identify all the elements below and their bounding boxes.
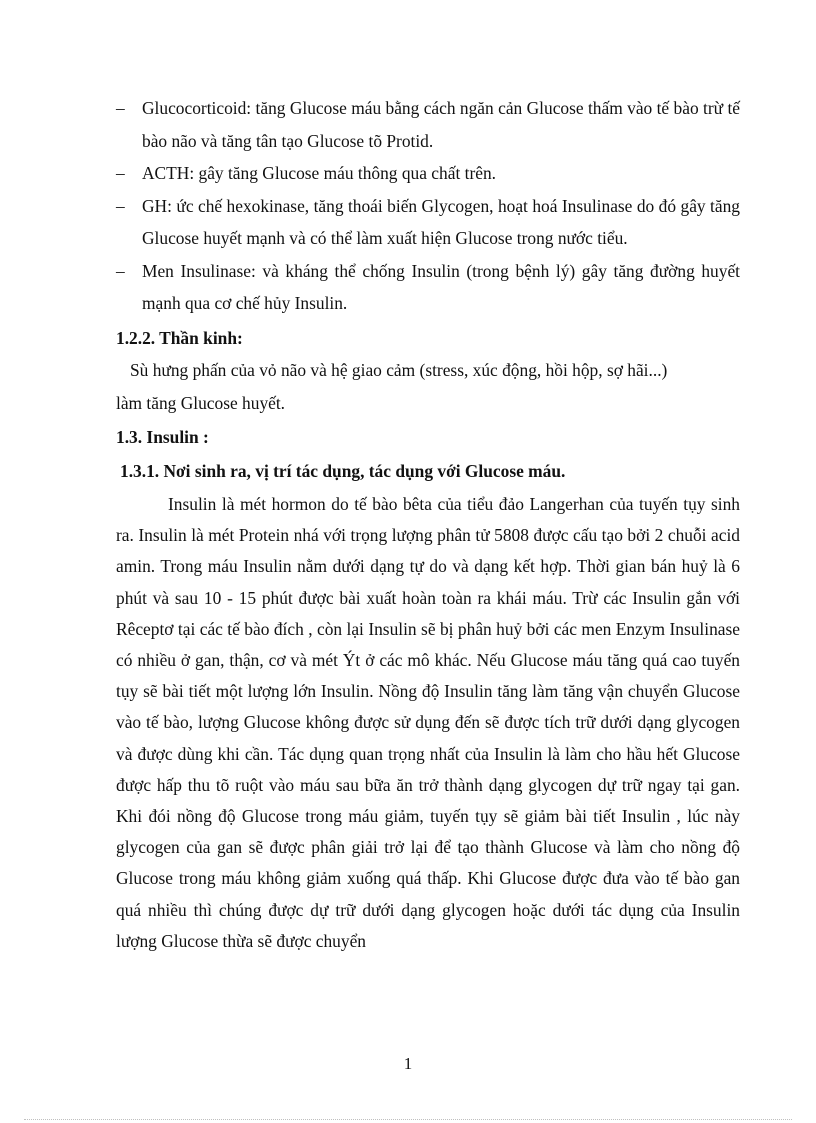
nervous-line-2: làm tăng Glucose huyết.	[116, 392, 286, 413]
section-heading-1-2-2: 1.2.2. Thần kinh:	[116, 327, 243, 348]
bullet-text: Men Insulinase: và kháng thể chống Insulin (trong bệnh lý) gây tăng đường huyết mạnh qua cơ chế hủy Insulin.	[142, 260, 740, 313]
bullet-dash: –	[116, 98, 125, 118]
bullet-acth	[116, 157, 740, 190]
bullet-insulinase	[116, 255, 740, 320]
page-number: 1	[403, 1054, 413, 1073]
nervous-line-1: Sù hưng phấn của vỏ não và hệ giao cảm (stress, xúc động, hồi hộp, sợ hãi...)	[130, 360, 668, 380]
bullet-glucocorticoid	[116, 92, 740, 157]
bullet-dash: –	[116, 163, 125, 183]
page-body	[116, 0, 740, 957]
bullet-gh	[116, 190, 740, 255]
section-heading-1-3: 1.3. Insulin :	[116, 427, 209, 447]
bullet-text: Glucocorticoid: tăng Glucose máu bằng cách ngăn cản Glucose thấm vào tế bào trừ tế bào não và tăng tân tạo Glucose tõ Protid.	[142, 98, 740, 151]
page-bottom-divider	[24, 1119, 792, 1120]
nervous-paragraph	[116, 354, 740, 419]
bullet-text: ACTH: gây tăng Glucose máu thông qua chất trên.	[142, 163, 497, 183]
bullet-text: GH: ức chế hexokinase, tăng thoái biến Glycogen, hoạt hoá Insulinase do đó gây tăng Glucose huyết mạnh và có thể làm xuất hiện Glucose trong nước tiểu.	[142, 195, 740, 248]
bullet-dash: –	[116, 260, 125, 281]
insulin-paragraph: Insulin là mét hormon do tế bào bêta của tiểu đảo Langerhan của tuyến tụy sinh ra. Insulin là mét Protein nhá với trọng lượng phân tử 5808 được cấu tạo bởi 2 chuỗi acid amin. Trong máu Insulin nằm dưới dạng tự do và dạng kết hợp. Thời gian bán huỷ là 6 phút và sau 10 - 15 phút được bài xuất hoàn toàn ra khái máu. Trừ các Insulin gắn với Rêceptơ tại các tế bào đích , còn lại Insulin sẽ bị phân huỷ bởi các men Enzym Insulinase có nhiều ở gan, thận, cơ và mét Ýt ở các mô khác. Nếu Glucose máu tăng quá cao tuyến tụy sẽ bài tiết một lượng lớn Insulin. Nồng độ Insulin tăng làm tăng vận chuyển Glucose vào tế bào, lượng Glucose không được sử dụng đến sẽ được tích trữ dưới dạng glycogen và được dùng khi cần. Tác dụng quan trọng nhất của Insulin là làm cho hầu hết Glucose được hấp thu tõ ruột vào máu sau bữa ăn trở thành dạng glycogen dự trữ ngay tại gan. Khi đói nồng độ Glucose trong máu giảm, tuyến tụy sẽ giảm bài tiết Insulin , lúc này glycogen của gan sẽ được phân giải trở lại để tạo thành Glucose và làm cho nồng độ Glucose trong máu không giảm xuống quá thấp. Khi Glucose được đưa vào tế bào gan quá nhiều thì chúng được dự trữ dưới dạng glycogen hoặc dưới tác dụng của Insulin lượng Glucose thừa sẽ được chuyển	[116, 494, 740, 951]
section-heading-1-3-1: 1.3.1. Nơi sinh ra, vị trí tác dụng, tác dụng với Glucose máu.	[120, 460, 566, 481]
bullet-dash: –	[116, 195, 125, 216]
